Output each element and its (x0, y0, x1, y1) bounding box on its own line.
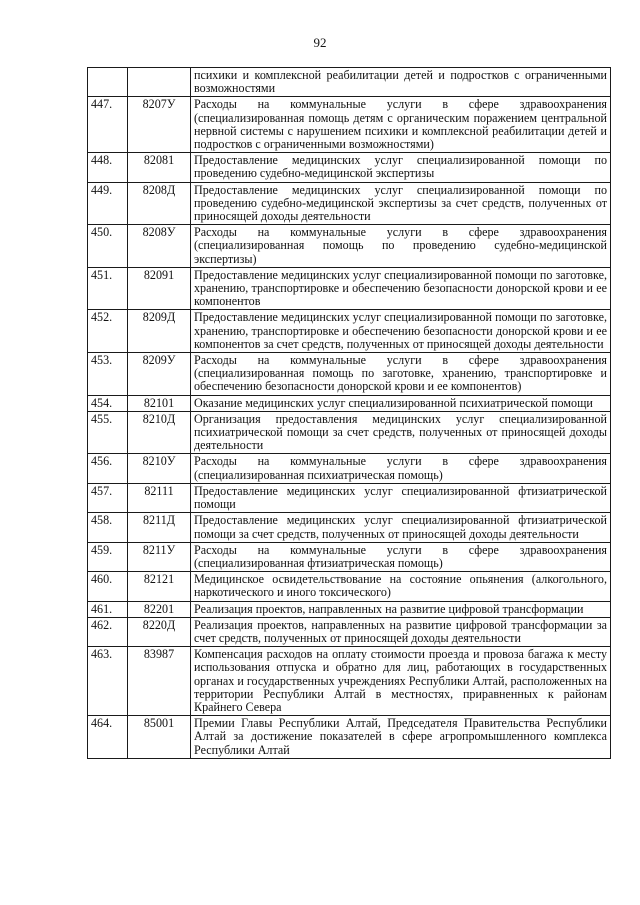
row-number: 456. (88, 454, 128, 483)
row-code: 8210Д (128, 411, 191, 454)
table-row (88, 617, 611, 646)
row-description: Расходы на коммунальные услуги в сфере здравоохранения (специализированная помощь по проведению судебно-медицинской экспертизы) (191, 225, 611, 268)
row-number: 457. (88, 483, 128, 512)
row-number: 450. (88, 225, 128, 268)
row-number: 463. (88, 647, 128, 716)
table-row (88, 395, 611, 411)
row-number: 460. (88, 572, 128, 601)
row-number: 459. (88, 542, 128, 571)
row-code: 8211Д (128, 513, 191, 542)
row-number: 464. (88, 716, 128, 759)
table-row (88, 572, 611, 601)
row-number: 455. (88, 411, 128, 454)
row-code: 8209У (128, 353, 191, 396)
row-code: 83987 (128, 647, 191, 716)
table-row (88, 716, 611, 759)
row-code: 82121 (128, 572, 191, 601)
table-row (88, 454, 611, 483)
row-code: 8210У (128, 454, 191, 483)
table-row (88, 513, 611, 542)
row-description: психики и комплексной реабилитации детей и подростков с ограниченными возможностями (191, 68, 611, 97)
row-description: Предоставление медицинских услуг специализированной помощи по заготовке, хранению, транспортировке и обеспечению безопасности донорской крови и ее компонентов за счет средств, полученных от приносящей доходы деятельности (191, 310, 611, 353)
row-code: 8208У (128, 225, 191, 268)
row-number (88, 68, 128, 97)
row-description: Реализация проектов, направленных на развитие цифровой трансформации (191, 601, 611, 617)
row-description: Расходы на коммунальные услуги в сфере здравоохранения (специализированная фтизиатрическая помощь) (191, 542, 611, 571)
row-code: 8211У (128, 542, 191, 571)
row-number: 449. (88, 182, 128, 225)
row-description: Предоставление медицинских услуг специализированной помощи по проведению судебно-медицинской экспертизы (191, 153, 611, 182)
table-row (88, 483, 611, 512)
row-code: 85001 (128, 716, 191, 759)
table-row (88, 267, 611, 310)
row-description: Организация предоставления медицинских услуг специализированной психиатрической помощи за счет средств, полученных от приносящей доходы деятельности (191, 411, 611, 454)
row-code: 8220Д (128, 617, 191, 646)
table-row (88, 353, 611, 396)
row-description: Расходы на коммунальные услуги в сфере здравоохранения (специализированная психиатрическая помощь) (191, 454, 611, 483)
table-row (88, 310, 611, 353)
row-description: Предоставление медицинских услуг специализированной помощи по проведению судебно-медицинской экспертизы за счет средств, полученных от приносящей доходы деятельности (191, 182, 611, 225)
row-description: Расходы на коммунальные услуги в сфере здравоохранения (специализированная помощь по заготовке, хранению, транспортировке и обеспечению безопасности донорской крови и ее компонентов) (191, 353, 611, 396)
row-description: Медицинское освидетельствование на состояние опьянения (алкогольного, наркотического и иного токсического) (191, 572, 611, 601)
row-code: 8207У (128, 97, 191, 153)
row-number: 452. (88, 310, 128, 353)
row-code: 82201 (128, 601, 191, 617)
budget-codes-table (87, 67, 611, 759)
row-number: 458. (88, 513, 128, 542)
row-description: Премии Главы Республики Алтай, Председателя Правительства Республики Алтай за достижение показателей в сфере агропромышленного комплекса Республики Алтай (191, 716, 611, 759)
row-number: 462. (88, 617, 128, 646)
row-number: 454. (88, 395, 128, 411)
row-description: Предоставление медицинских услуг специализированной фтизиатрической помощи за счет средств, полученных от приносящей доходы деятельности (191, 513, 611, 542)
table-row (88, 601, 611, 617)
table-row (88, 411, 611, 454)
row-description: Компенсация расходов на оплату стоимости проезда и провоза багажа к месту использования отпуска и обратно для лиц, работающих в государственных органах и государственных учреждениях Республики Алтай, расположенных на территории Республики Алтай в местностях, приравненных к районам Крайнего Севера (191, 647, 611, 716)
row-number: 448. (88, 153, 128, 182)
page-number: 92 (313, 35, 327, 50)
row-code: 82091 (128, 267, 191, 310)
row-number: 461. (88, 601, 128, 617)
table-row (88, 68, 611, 97)
row-number: 453. (88, 353, 128, 396)
row-code (128, 68, 191, 97)
row-description: Расходы на коммунальные услуги в сфере здравоохранения (специализированная помощь детям с органическим поражением центральной нервной системы с нарушением психики и комплексной реабилитации детей и подростков с ограниченными возможностями) (191, 97, 611, 153)
row-description: Предоставление медицинских услуг специализированной помощи по заготовке, хранению, транспортировке и обеспечению безопасности донорской крови и ее компонентов (191, 267, 611, 310)
row-description: Оказание медицинских услуг специализированной психиатрической помощи (191, 395, 611, 411)
table-row (88, 182, 611, 225)
row-number: 447. (88, 97, 128, 153)
row-code: 8208Д (128, 182, 191, 225)
row-number: 451. (88, 267, 128, 310)
row-description: Предоставление медицинских услуг специализированной фтизиатрической помощи (191, 483, 611, 512)
table-row (88, 647, 611, 716)
row-code: 82111 (128, 483, 191, 512)
row-code: 82081 (128, 153, 191, 182)
row-description: Реализация проектов, направленных на развитие цифровой трансформации за счет средств, полученных от приносящей доходы деятельности (191, 617, 611, 646)
table-row (88, 153, 611, 182)
table-row (88, 225, 611, 268)
table-row (88, 97, 611, 153)
table-row (88, 542, 611, 571)
row-code: 8209Д (128, 310, 191, 353)
row-code: 82101 (128, 395, 191, 411)
